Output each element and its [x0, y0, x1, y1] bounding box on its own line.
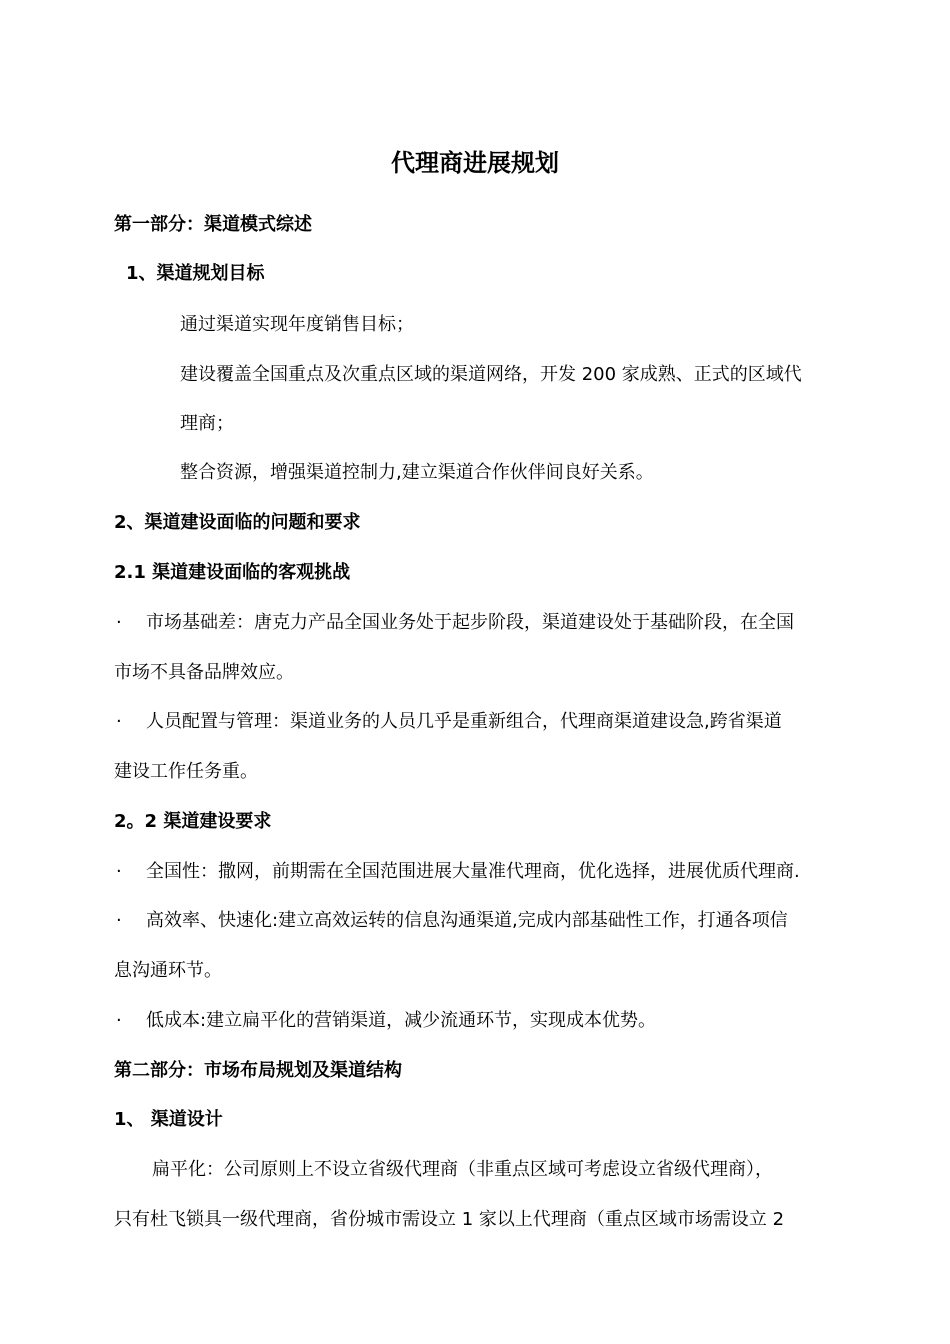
design-paragraph-line-2: 只有杜飞锁具一级代理商，省份城市需设立 1 家以上代理商（重点区域市场需设立 2	[114, 1209, 785, 1230]
goal-paragraph-3: 整合资源，增强渠道控制力,建立渠道合作伙伴间良好关系。	[180, 462, 654, 483]
requirement-2-line-2: 息沟通环节。	[114, 960, 222, 981]
section-heading-channel-design: 1、 渠道设计	[114, 1109, 223, 1130]
goal-paragraph-2-line-2: 理商；	[180, 413, 234, 434]
bullet-dot: ·	[116, 1010, 122, 1031]
requirement-3: 低成本:建立扁平化的营销渠道，减少流通环节，实现成本优势。	[146, 1010, 657, 1031]
section-heading-goals: 1、渠道规划目标	[126, 263, 265, 284]
subsection-heading-challenges: 2.1 渠道建设面临的客观挑战	[114, 562, 351, 583]
challenge-1-line-2: 市场不具备品牌效应。	[114, 662, 294, 683]
part1-heading: 第一部分：渠道模式综述	[114, 214, 312, 235]
section-heading-problems: 2、渠道建设面临的问题和要求	[114, 512, 361, 533]
requirement-2-line-1: 高效率、快速化:建立高效运转的信息沟通渠道,完成内部基础性工作，打通各项信	[146, 910, 788, 931]
challenge-2-line-2: 建设工作任务重。	[114, 761, 258, 782]
challenge-2-line-1: 人员配置与管理：渠道业务的人员几乎是重新组合，代理商渠道建设急,跨省渠道	[146, 711, 782, 732]
goal-paragraph-1: 通过渠道实现年度销售目标；	[180, 314, 414, 335]
challenge-1-line-1: 市场基础差：唐克力产品全国业务处于起步阶段，渠道建设处于基础阶段，在全国	[146, 612, 794, 633]
subsection-heading-requirements: 2。2 渠道建设要求	[114, 811, 272, 832]
bullet-dot: ·	[116, 910, 122, 931]
document-title: 代理商进展规划	[391, 149, 559, 177]
bullet-dot: ·	[116, 612, 122, 633]
part2-heading: 第二部分：市场布局规划及渠道结构	[114, 1060, 402, 1081]
requirement-1: 全国性：撒网，前期需在全国范围进展大量准代理商，优化选择，进展优质代理商.	[146, 861, 800, 882]
bullet-dot: ·	[116, 861, 122, 882]
bullet-dot: ·	[116, 711, 122, 732]
goal-paragraph-2-line-1: 建设覆盖全国重点及次重点区域的渠道网络，开发 200 家成熟、正式的区域代	[180, 364, 802, 385]
design-paragraph-line-1: 扁平化：公司原则上不设立省级代理商（非重点区域可考虑设立省级代理商），	[152, 1159, 773, 1180]
